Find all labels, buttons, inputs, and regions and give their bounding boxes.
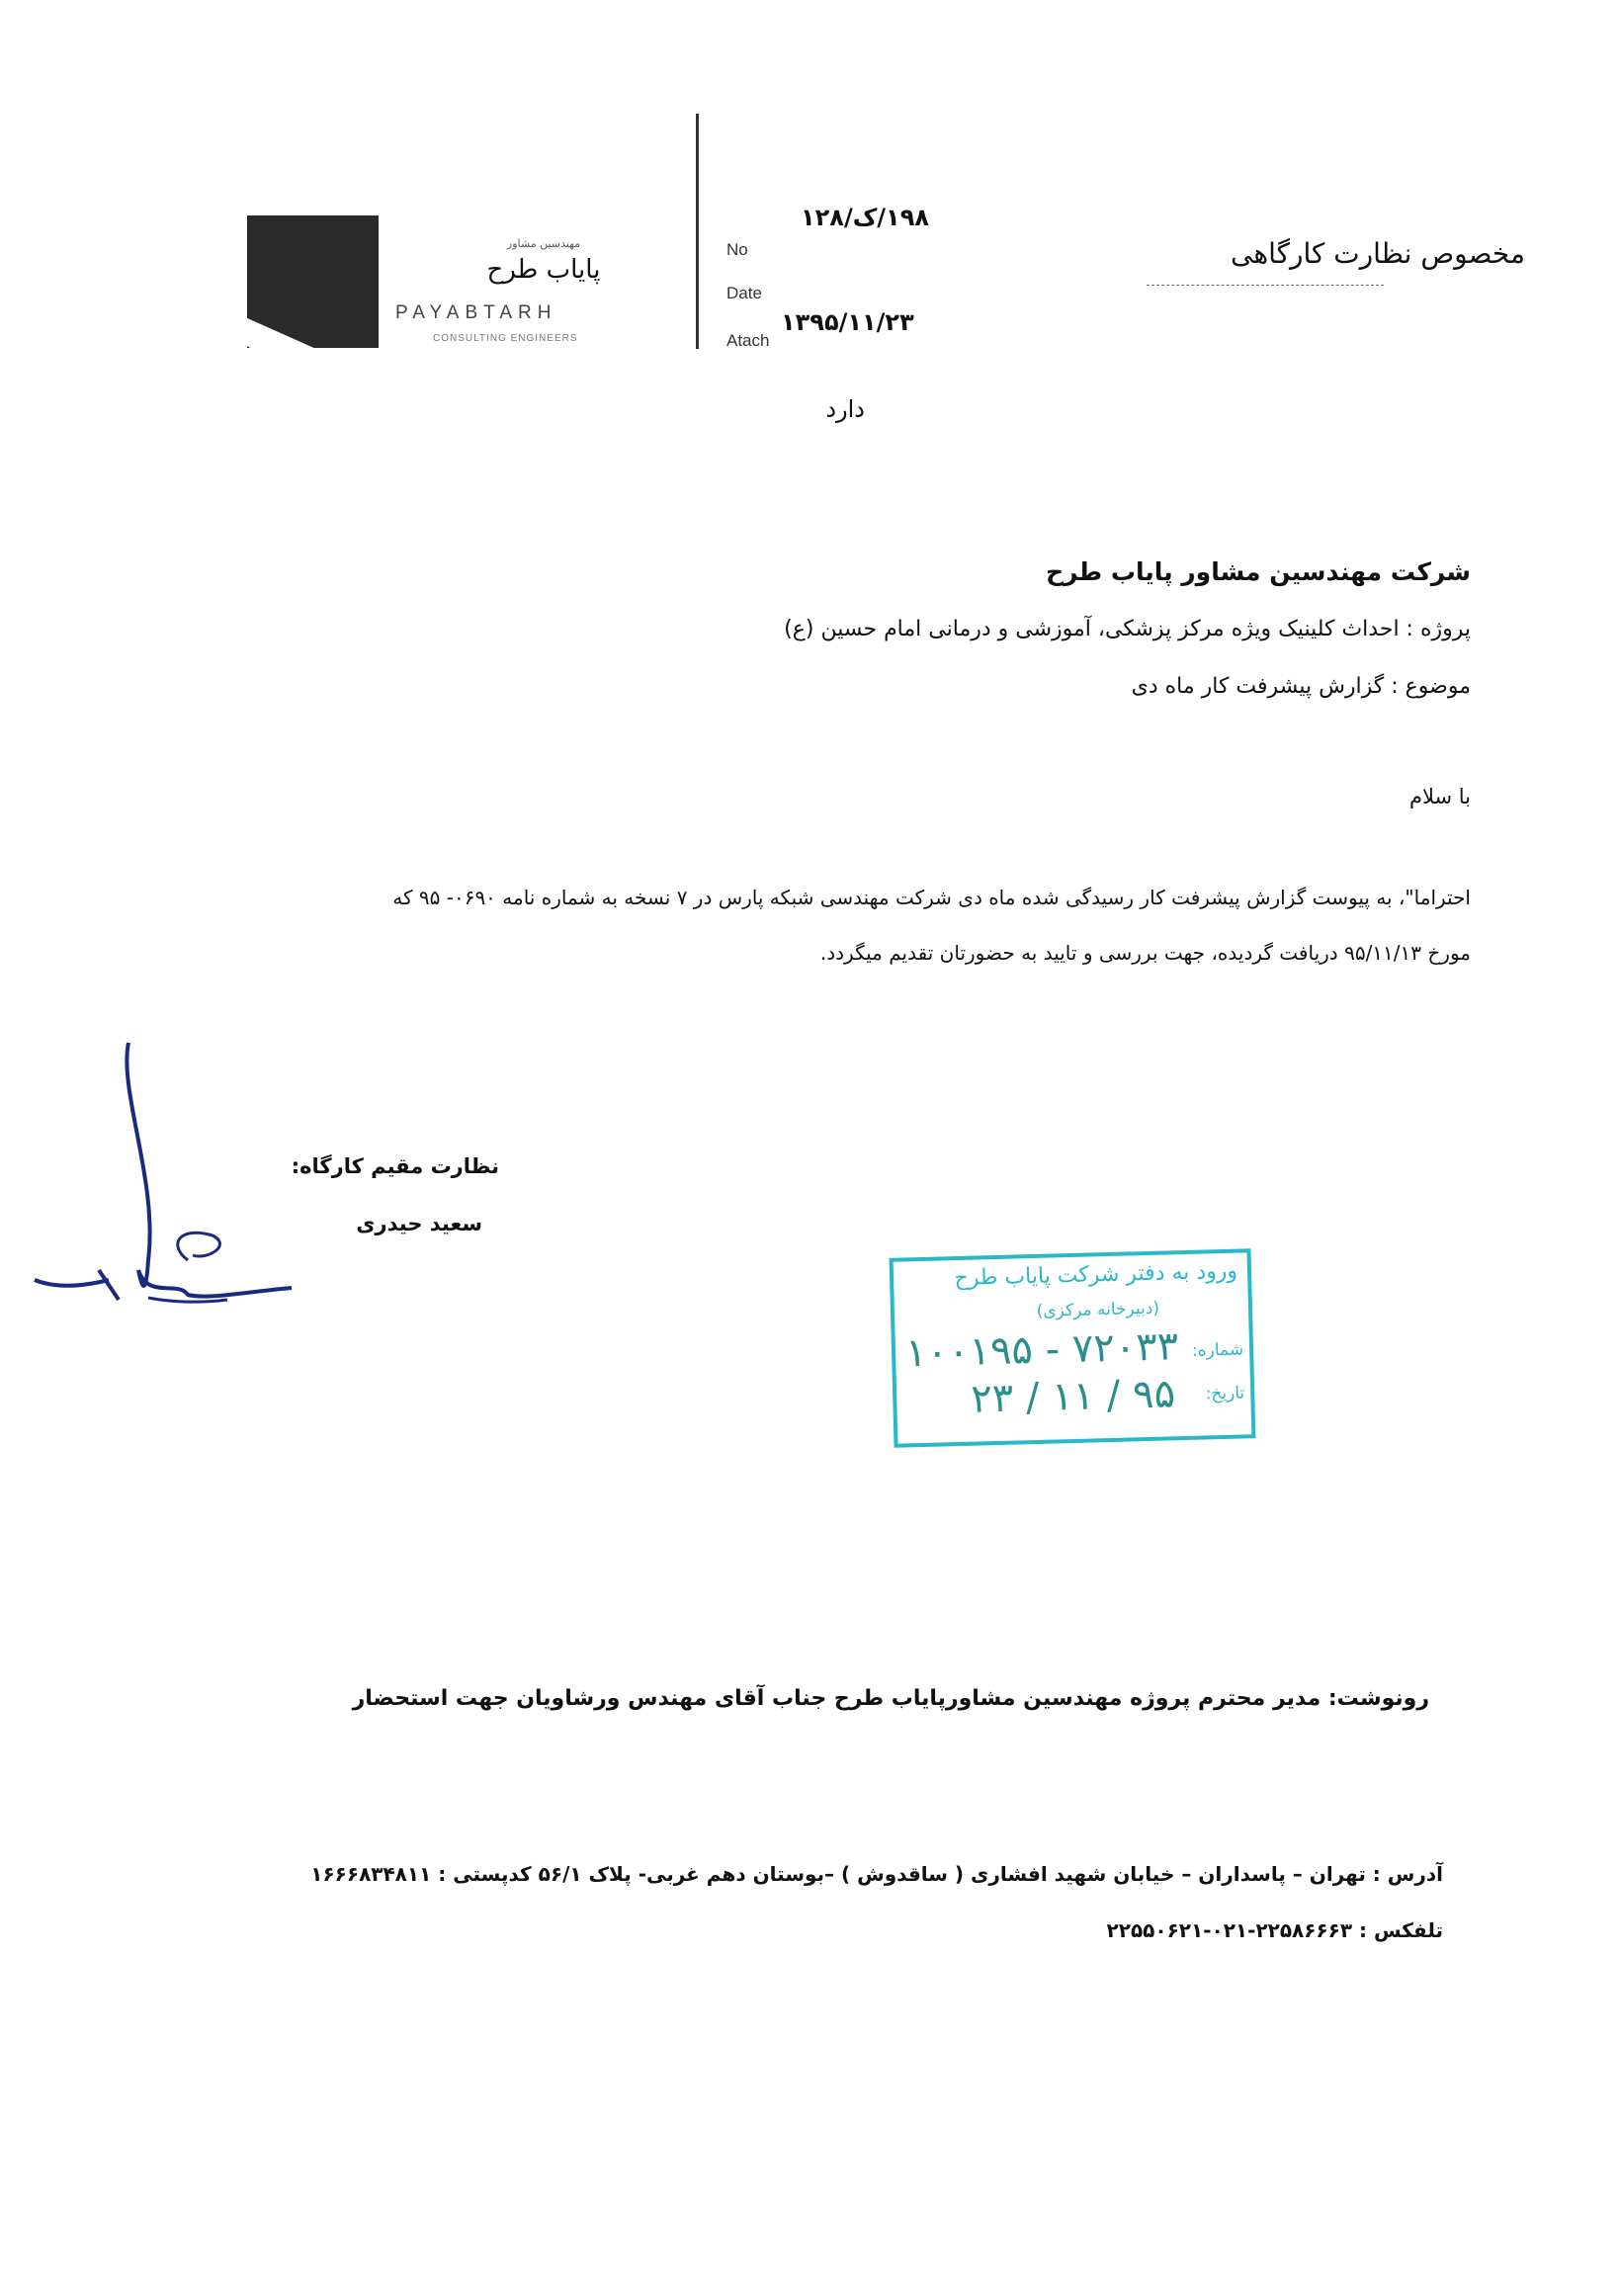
received-stamp bbox=[890, 1248, 1256, 1448]
stamp-line-1: ورود به دفتر شرکت پایاب طرح bbox=[954, 1258, 1238, 1292]
attach-label: Atach bbox=[726, 331, 770, 350]
letter-number: ۱۹۸/ک/۱۲۸ bbox=[800, 204, 929, 231]
stamp-line-2: (دبیرخانه مرکزی) bbox=[1036, 1298, 1160, 1321]
cc-line: رونوشت: مدیر محترم پروژه مهندسین مشاورپایاب طرح جناب آقای مهندس ورشاویان جهت استحضار bbox=[352, 1686, 1429, 1711]
logo-small-text: مهندسین مشاور bbox=[506, 237, 581, 250]
stamp-number: ۱۰۰۱۹۵ - ۷۲۰۳۳ bbox=[904, 1323, 1179, 1377]
address: آدرس : تهران – پاسداران – خیابان شهید افشاری ( ساقدوش ) –بوستان دهم غربی- پلاک ۵۶/۱ کدپستی : ۱۶۶۶۸۳۴۸۱۱ bbox=[310, 1862, 1443, 1886]
project-line: پروژه : احداث کلینیک ویژه مرکز پزشکی، آموزشی و درمانی امام حسین (ع) bbox=[784, 617, 1471, 641]
letter-date: ۱۳۹۵/۱۱/۲۳ bbox=[781, 308, 914, 336]
body-line-1: احتراما"، به پیوست گزارش پیشرفت کار رسیدگی شده ماه دی شرکت مهندسی شبکه پارس در ۷ نسخه به شماره نامه ۰۶۹۰- ۹۵ که bbox=[392, 886, 1471, 909]
recipient: شرکت مهندسین مشاور پایاب طرح bbox=[1046, 557, 1471, 586]
signature bbox=[30, 1033, 301, 1319]
logo-mark bbox=[247, 215, 379, 348]
category-underline bbox=[1147, 285, 1384, 286]
attachment-value: دارد bbox=[825, 395, 865, 423]
divider-line bbox=[696, 114, 699, 349]
category-title: مخصوص نظارت کارگاهی bbox=[1231, 237, 1525, 270]
logo-name-fa: پایاب طرح bbox=[486, 255, 601, 285]
greeting: با سلام bbox=[1408, 785, 1471, 808]
logo-name-en: PAYABTARH bbox=[395, 302, 557, 323]
signatory-title: نظارت مقیم کارگاه: bbox=[291, 1154, 499, 1178]
stamp-date: ۹۵ / ۱۱ / ۲۳ bbox=[970, 1371, 1176, 1422]
subject-line: موضوع : گزارش پیشرفت کار ماه دی bbox=[1131, 674, 1471, 699]
telfax: تلفکس : ۲۲۵۸۶۶۶۳-۰۲۱-۲۲۵۵۰۶۲۱ bbox=[1106, 1918, 1443, 1942]
body-line-2: مورخ ۹۵/۱۱/۱۳ دریافت گردیده، جهت بررسی و تایید به حضورتان تقدیم میگردد. bbox=[819, 941, 1471, 965]
stamp-number-label: شماره: bbox=[1191, 1339, 1244, 1361]
logo-subtitle: CONSULTING ENGINEERS bbox=[433, 333, 578, 344]
date-label: Date bbox=[726, 284, 762, 302]
stamp-date-label: تاریخ: bbox=[1205, 1383, 1245, 1404]
signatory-name: سعید حیدری bbox=[356, 1212, 482, 1235]
no-label: No bbox=[726, 240, 748, 259]
